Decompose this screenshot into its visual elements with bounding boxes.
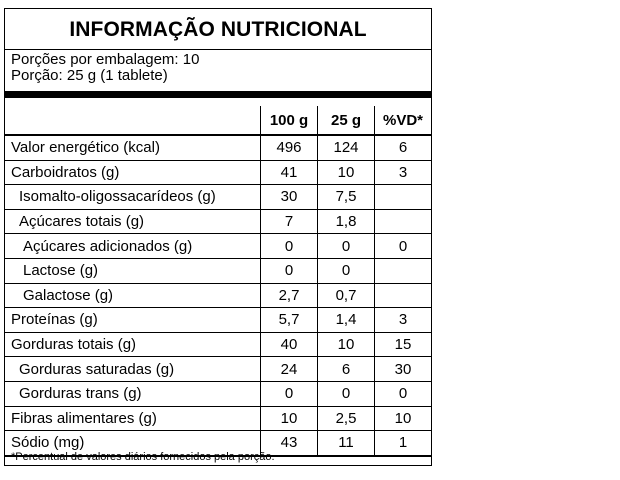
value-25g: 10 (318, 160, 375, 185)
serving-size: Porção: 25 g (1 tablete) (11, 67, 168, 84)
value-vd: 15 (375, 332, 432, 357)
value-100g: 7 (261, 209, 318, 234)
table-row (5, 406, 431, 431)
value-vd: 0 (375, 381, 432, 406)
nutrient-name: Açúcares adicionados (g) (5, 234, 261, 259)
nutrient-name: Fibras alimentares (g) (5, 406, 261, 431)
value-25g: 1,8 (318, 209, 375, 234)
value-25g: 124 (318, 135, 375, 160)
nutrition-table (5, 106, 431, 457)
value-100g: 496 (261, 135, 318, 160)
nutrient-name: Galactose (g) (5, 283, 261, 308)
nutrient-name: Sódio (mg) (5, 431, 261, 456)
nutrient-name: Valor energético (kcal) (5, 135, 261, 160)
nutrient-name: Açúcares totais (g) (5, 209, 261, 234)
nutrient-name: Gorduras totais (g) (5, 332, 261, 357)
value-100g: 5,7 (261, 308, 318, 333)
table-row (5, 308, 431, 333)
header-blank (5, 106, 261, 135)
table-row (5, 185, 431, 210)
value-vd: 30 (375, 357, 432, 382)
label-title: INFORMAÇÃO NUTRICIONAL (69, 18, 367, 41)
nutrient-name: Gorduras saturadas (g) (5, 357, 261, 382)
value-100g: 10 (261, 406, 318, 431)
value-100g: 41 (261, 160, 318, 185)
serving-info (11, 52, 199, 84)
thick-divider (5, 91, 431, 98)
nutrient-name: Carboidratos (g) (5, 160, 261, 185)
value-vd (375, 283, 432, 308)
value-100g: 43 (261, 431, 318, 456)
nutrition-facts-label (4, 8, 432, 466)
nutrient-name: Lactose (g) (5, 258, 261, 283)
value-vd: 10 (375, 406, 432, 431)
value-25g: 0 (318, 381, 375, 406)
value-vd (375, 209, 432, 234)
value-25g: 1,4 (318, 308, 375, 333)
value-25g: 0 (318, 234, 375, 259)
table-row (5, 357, 431, 382)
value-vd: 0 (375, 234, 432, 259)
table-row (5, 283, 431, 308)
value-100g: 2,7 (261, 283, 318, 308)
value-25g: 0 (318, 258, 375, 283)
value-100g: 40 (261, 332, 318, 357)
table-row (5, 234, 431, 259)
table-header-row (5, 106, 431, 135)
table-row (5, 135, 431, 160)
table-row (5, 258, 431, 283)
value-25g: 0,7 (318, 283, 375, 308)
servings-per-package: Porções por embalagem: 10 (11, 51, 200, 68)
value-25g: 7,5 (318, 185, 375, 210)
table-row (5, 381, 431, 406)
value-vd: 3 (375, 160, 432, 185)
title-divider (5, 49, 431, 50)
value-100g: 0 (261, 234, 318, 259)
footnote: *Percentual de valores diários fornecidos pela porção. (11, 451, 275, 463)
header-100g: 100 g (261, 106, 318, 135)
value-100g: 0 (261, 258, 318, 283)
value-25g: 6 (318, 357, 375, 382)
value-25g: 11 (318, 431, 375, 456)
value-vd (375, 185, 432, 210)
table-row (5, 160, 431, 185)
nutrient-name: Gorduras trans (g) (5, 381, 261, 406)
value-100g: 30 (261, 185, 318, 210)
value-100g: 0 (261, 381, 318, 406)
table-row (5, 332, 431, 357)
value-vd: 6 (375, 135, 432, 160)
header-vd: %VD* (375, 106, 432, 135)
value-25g: 2,5 (318, 406, 375, 431)
value-25g: 10 (318, 332, 375, 357)
nutrient-name: Proteínas (g) (5, 308, 261, 333)
value-vd: 1 (375, 431, 432, 456)
value-100g: 24 (261, 357, 318, 382)
table-row (5, 209, 431, 234)
header-25g: 25 g (318, 106, 375, 135)
value-vd (375, 258, 432, 283)
nutrient-name: Isomalto-oligossacarídeos (g) (5, 185, 261, 210)
value-vd: 3 (375, 308, 432, 333)
